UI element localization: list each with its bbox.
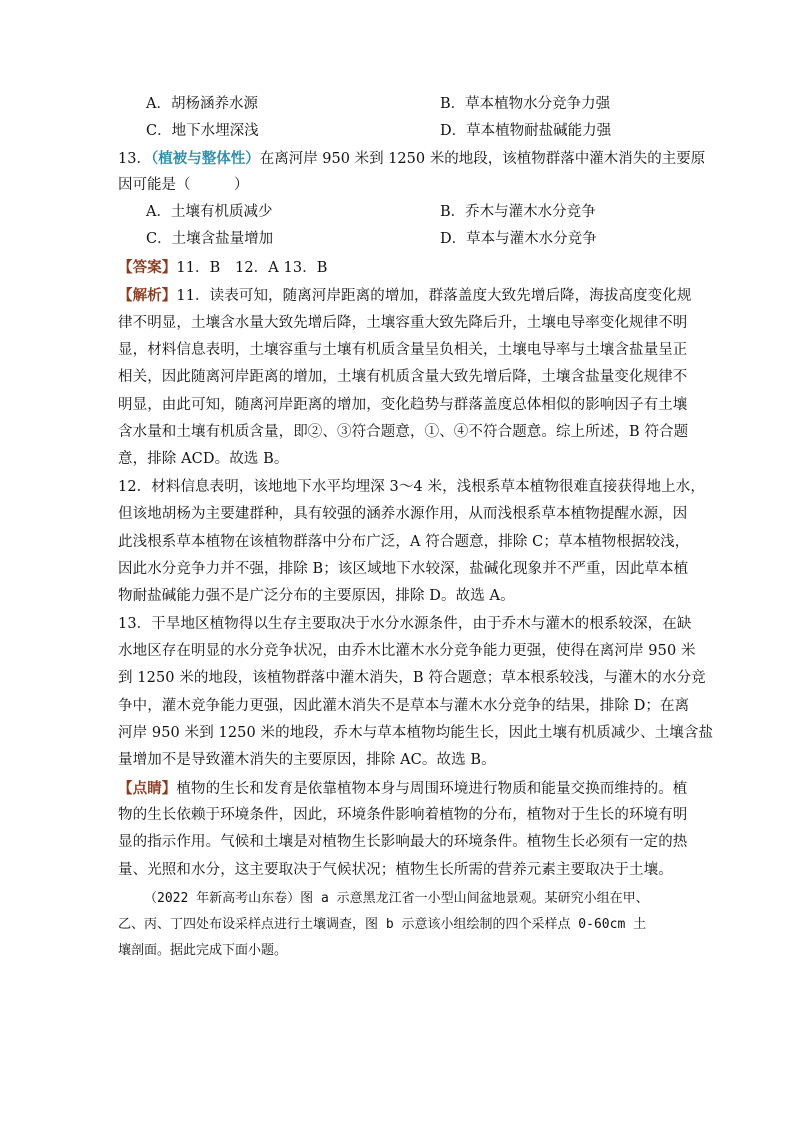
q13-option-c: C．土壤含盐量增加 xyxy=(146,231,274,247)
q12-option-d: D．草本植物耐盐碱能力强 xyxy=(440,123,612,139)
q13-option-a: A．土壤有机质减少 xyxy=(146,204,273,220)
comment-line: 物的生长依赖于环境条件，因此，环境条件影响着植物的分布，植物对于生长的环境有明 xyxy=(118,807,688,823)
q13-option-b: B．乔木与灌木水分竞争 xyxy=(440,204,596,220)
analysis-line: 河岸 950 米到 1250 米的地段，乔木与草本植物均能生长，因此土壤有机质减少、土壤含盐 xyxy=(118,725,714,741)
comment-line: 显的指示作用。气候和土壤是对植物生长影响最大的环境条件。植物生长必须有一定的热 xyxy=(118,834,688,850)
analysis-line: 律不明显，土壤含水量大致先增后降，土壤容重大致先降后升，土壤电导率变化规律不明 xyxy=(118,315,688,331)
q13-tag: （植被与整体性） xyxy=(150,150,260,167)
q13-number: 13． xyxy=(118,151,151,167)
next-question-line-2: 乙、丙、丁四处布设采样点进行土壤调查，图 b 示意该小组绘制的四个采样点 0-60cm 土 xyxy=(118,917,647,932)
next-question-line-1: （2022 年新高考山东卷）图 a 示意黑龙江省一小型山间盆地景观。某研究小组在甲、 xyxy=(144,891,649,906)
answer-text: 11．B 12．A 13．B xyxy=(176,260,328,276)
analysis-line: 但该地胡杨为主要建群种，具有较强的涵养水源作用，从而浅根系草本植物提醒水源，因 xyxy=(118,506,688,522)
q13-stem xyxy=(118,145,705,173)
analysis-line: 相关，因此随离河岸距离的增加，土壤有机质含量大致先增后降，土壤含盐量变化规律不 xyxy=(118,369,688,385)
comment-line: 量、光照和水分，这主要取决于气候状况；植物生长所需的营养元素主要取决于土壤。 xyxy=(118,862,673,878)
comment-line-1: 【点睛】植物的生长和发育是依靠植物本身与周围环境进行物质和能量交换而维持的。植 xyxy=(118,780,688,797)
comment-label: 【点睛】 xyxy=(118,780,177,797)
q12-option-c: C．地下水埋深浅 xyxy=(146,123,259,139)
analysis-line: 此浅根系草本植物在该植物群落中分布广泛，A 符合题意，排除 C；草本植物根据较浅， xyxy=(118,534,690,550)
q13-stem-line-2: 因可能是（ ） xyxy=(118,177,249,193)
analysis-line: 争中，灌木竞争能力更强，因此灌木消失不是草本与灌木水分竞争的结果，排除 D；在离 xyxy=(118,698,690,714)
analysis-line: 13．干旱地区植物得以生存主要取决于水分水源条件，由于乔木与灌木的根系较深，在缺 xyxy=(118,616,692,632)
analysis-line: 物耐盐碱能力强不是广泛分布的主要原因，排除 D。故选 A。 xyxy=(118,588,515,604)
analysis-line: 意，排除 ACD。故选 B。 xyxy=(118,451,289,467)
analysis-line: 明显，由此可知，随离河岸距离的增加，变化趋势与群落盖度总体相似的影响因子有土壤 xyxy=(118,397,688,413)
q13-option-d: D．草本与灌木水分竞争 xyxy=(440,231,597,247)
answer-label: 【答案】 xyxy=(118,259,177,276)
analysis-line: 含水量和土壤有机质含量，即②、③符合题意，①、④不符合题意。综上所述，B 符合题 xyxy=(118,424,689,440)
analysis-line: 水地区存在明显的水分竞争状况，由乔木比灌木水分竞争能力更强，使得在离河岸 950 米 xyxy=(118,643,696,659)
analysis-line: 因此水分竞争力并不强，排除 B；该区域地下水较深，盐碱化现象并不严重，因此草本植 xyxy=(118,561,689,577)
q12-option-a: A．胡杨涵养水源 xyxy=(146,96,258,112)
analysis-line: 显，材料信息表明，土壤容重与土壤有机质含量呈负相关，土壤电导率与土壤含盐量呈正 xyxy=(118,342,688,358)
analysis-line: 12．材料信息表明，该地地下水平均埋深 3～4 米，浅根系草本植物很难直接获得地上水， xyxy=(118,479,705,495)
q12-option-b: B．草本植物水分竞争力强 xyxy=(440,96,611,112)
analysis-line: 量增加不是导致灌木消失的主要原因，排除 AC。故选 B。 xyxy=(118,752,496,768)
answer-line xyxy=(118,254,678,283)
next-question-line-3: 壤剖面。据此完成下面小题。 xyxy=(118,943,288,958)
q13-stem-line-1: 在离河岸 950 米到 1250 米的地段，该植物群落中灌木消失的主要原 xyxy=(259,151,706,167)
analysis-label: 【解析】 xyxy=(118,287,177,304)
analysis-line: 到 1250 米的地段，该植物群落中灌木消失，B 符合题意；草本根系较浅，与灌木的水分竞 xyxy=(118,670,706,686)
analysis-line-1: 【解析】11．读表可知，随离河岸距离的增加，群落盖度大致先增后降，海拔高度变化规 xyxy=(118,287,692,304)
